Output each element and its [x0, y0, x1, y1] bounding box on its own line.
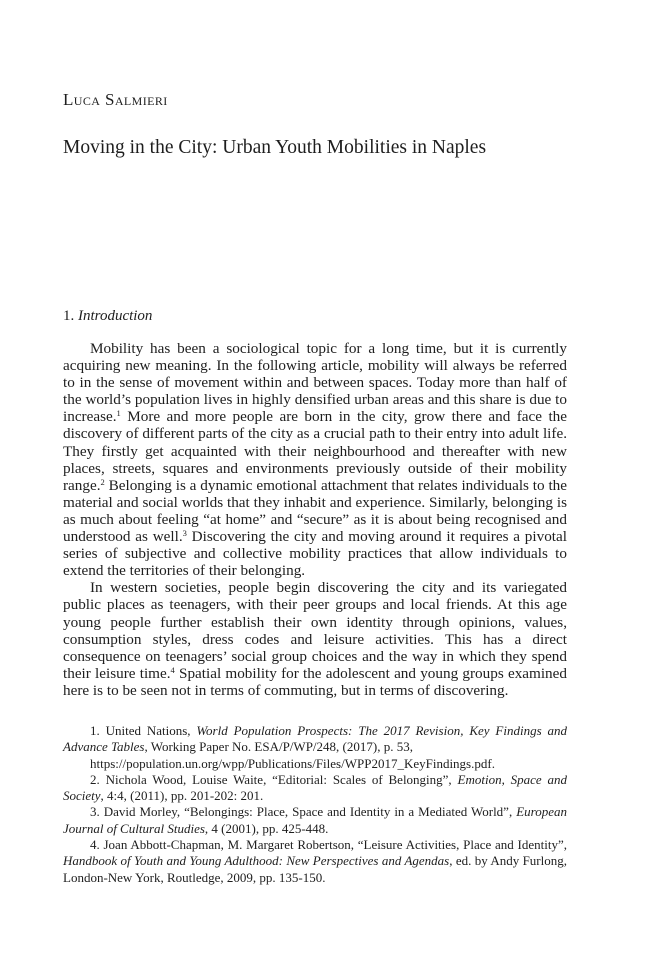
paragraph-1 [63, 340, 567, 579]
footnote-3 [63, 804, 567, 837]
footnote-4-work: Handbook of Youth and Young Adulthood: New Perspectives and Agendas [63, 853, 450, 869]
footnotes [63, 723, 567, 886]
paragraph-1-text-1: Mobility has been a sociological topic for a long time, but it is currently acquiring new meaning. In the following article, mobility will always be referred to in the sense of movement within and between spaces. Today more than half of the world’s population lives in highly densified urban areas and this share is due to increase. [63, 340, 567, 426]
article-title: Moving in the City: Urban Youth Mobilities in Naples [63, 137, 487, 158]
footnote-3-text: 3. David Morley, “Belongings: Place, Space and Identity in a Mediated World”, [90, 804, 517, 820]
paragraph-2-text-1: In western societies, people begin discovering the city and its variegated public places as teenagers, with their peer groups and local friends. At this age young people further establish their own identity through opinions, values, consumption styles, dress codes and leisure activities. This has a direct consequence on teenagers’ social group choices and the way in which they spend their leisure time. [63, 579, 567, 682]
footnote-ref-2[interactable]: 2 [100, 476, 105, 487]
paragraph-1-text-4: Discovering the city and moving around it requires a pivotal series of subjective and collective mobility practices that allow individuals to extend the territories of their belonging. [63, 528, 567, 580]
section-heading [63, 306, 152, 326]
author-name: Luca Salmieri [63, 90, 168, 109]
footnote-1-text: 1. United Nations, [90, 723, 197, 738]
paragraph-2 [63, 579, 567, 699]
footnote-2 [63, 772, 567, 805]
paragraph-2-text-2: Spatial mobility for the adolescent and young groups examined here is to be seen not in terms of commuting, but in terms of discovering. [63, 664, 567, 699]
footnote-3-details: , 4 (2001), pp. 425-448. [204, 820, 329, 836]
section-title: Introduction [78, 308, 153, 324]
footnote-3-work: European Journal of Cultural Studies [63, 804, 567, 836]
footnote-ref-4[interactable]: 4 [170, 664, 175, 675]
footnote-2-text: 2. Nichola Wood, Louise Waite, “Editorial: Scales of Belonging”, [90, 771, 458, 787]
paragraph-1-text-3: Belonging is a dynamic emotional attachment that relates individuals to the material and social worlds that they inhabit and experience. Similarly, belonging is as much about feeling “at home” and “secure” as it is about being recognised and understood as well. [63, 476, 567, 546]
body-text [63, 340, 567, 699]
footnote-4-text: 4. Joan Abbott-Chapman, M. Margaret Robertson, “Leisure Activities, Place and Identity”, [90, 837, 567, 853]
paragraph-1-text-2: More and more people are born in the city, grow there and face the discovery of different parts of the city as a crucial path to their entry into adult life. They firstly get acquainted with their neighbourhood and thereafter with new places, streets, squares and environments previously outside of their mobility range. [63, 408, 567, 494]
footnote-4 [63, 837, 567, 886]
footnote-ref-3[interactable]: 3 [182, 528, 187, 539]
footnote-4-details: , ed. by Andy Furlong, London-New York, Routledge, 2009, pp. 135-150. [63, 853, 567, 885]
footnote-2-details: , 4:4, (2011), pp. 201-202: 201. [100, 788, 264, 804]
footnote-2-work: Emotion, Space and Society [63, 771, 567, 804]
footnote-1-url[interactable]: https://population.un.org/wpp/Publications/Files/WPP2017_KeyFindings.pdf. [90, 755, 495, 771]
footnote-ref-1[interactable]: 1 [116, 408, 121, 419]
footnote-1 [63, 723, 567, 772]
footnote-1-details: , Working Paper No. ESA/P/WP/248, (2017), p. 53, [144, 739, 413, 755]
footnote-1-work: World Population Prospects: The 2017 Revision, Key Findings and Advance Tables [63, 723, 567, 755]
section-number: 1. [63, 308, 75, 324]
